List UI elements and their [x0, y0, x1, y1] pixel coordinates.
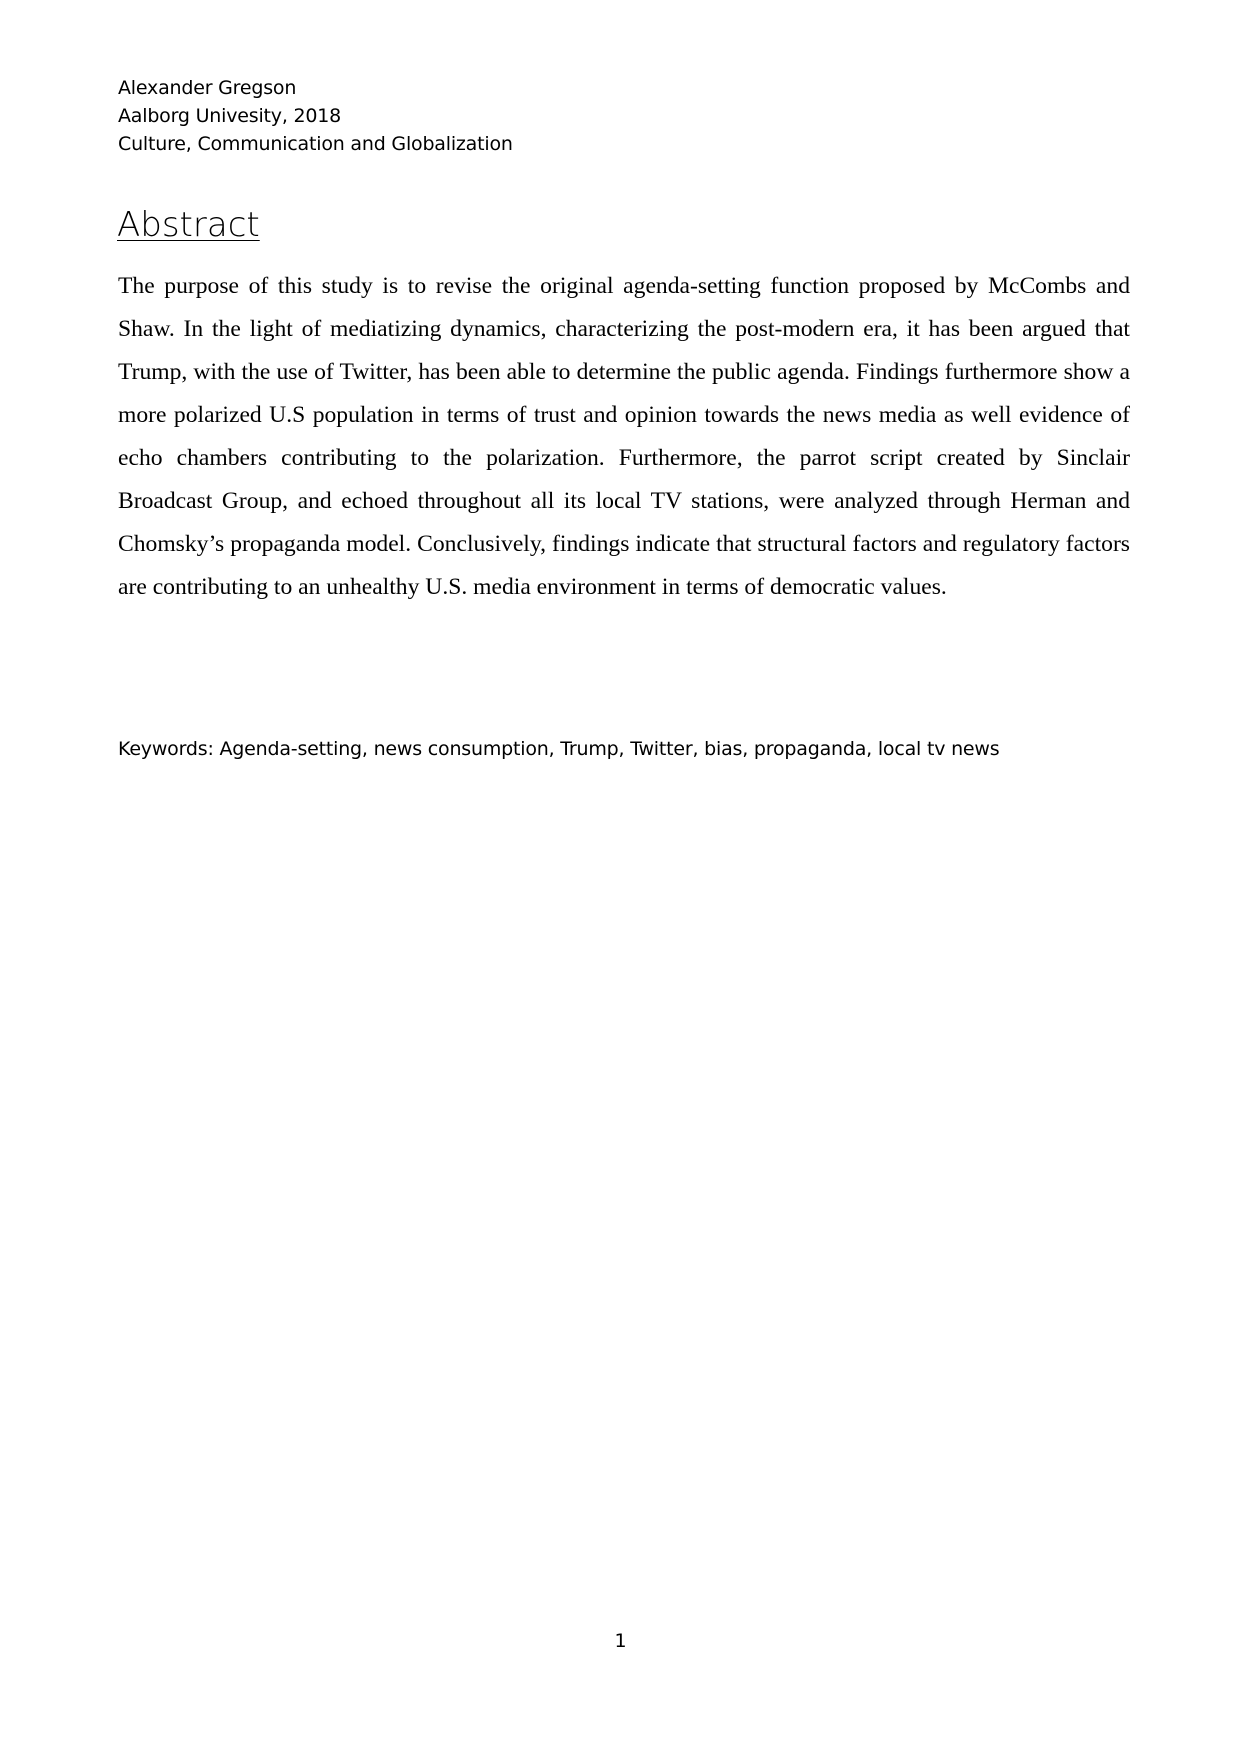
- page-number: 1: [614, 1630, 627, 1652]
- document-header: [118, 74, 918, 158]
- program-name: Culture, Communication and Globalization: [118, 133, 513, 155]
- section-title: Abstract: [117, 205, 260, 245]
- institution-year: Aalborg Univesity, 2018: [118, 105, 342, 127]
- author-name: Alexander Gregson: [118, 77, 297, 99]
- keywords-line: Keywords: Agenda-setting, news consumption, Trump, Twitter, bias, propaganda, local tv news: [118, 738, 1000, 760]
- abstract-body: The purpose of this study is to revise the original agenda-setting function proposed by McCombs and Shaw. In the light of mediatizing dynamics, characterizing the post-modern era, it has been argued that Trump, with the use of Twitter, has been able to determine the public agenda. Findings furthermore show a more polarized U.S population in terms of trust and opinion towards the news media as well evidence of echo chambers contributing to the polarization. Furthermore, the parrot script created by Sinclair Broadcast Group, and echoed throughout all its local TV stations, were analyzed through Herman and Chomsky’s propaganda model. Conclusively, findings indicate that structural factors and regulatory factors are contributing to an unhealthy U.S. media environment in terms of democratic values.: [118, 273, 1130, 600]
